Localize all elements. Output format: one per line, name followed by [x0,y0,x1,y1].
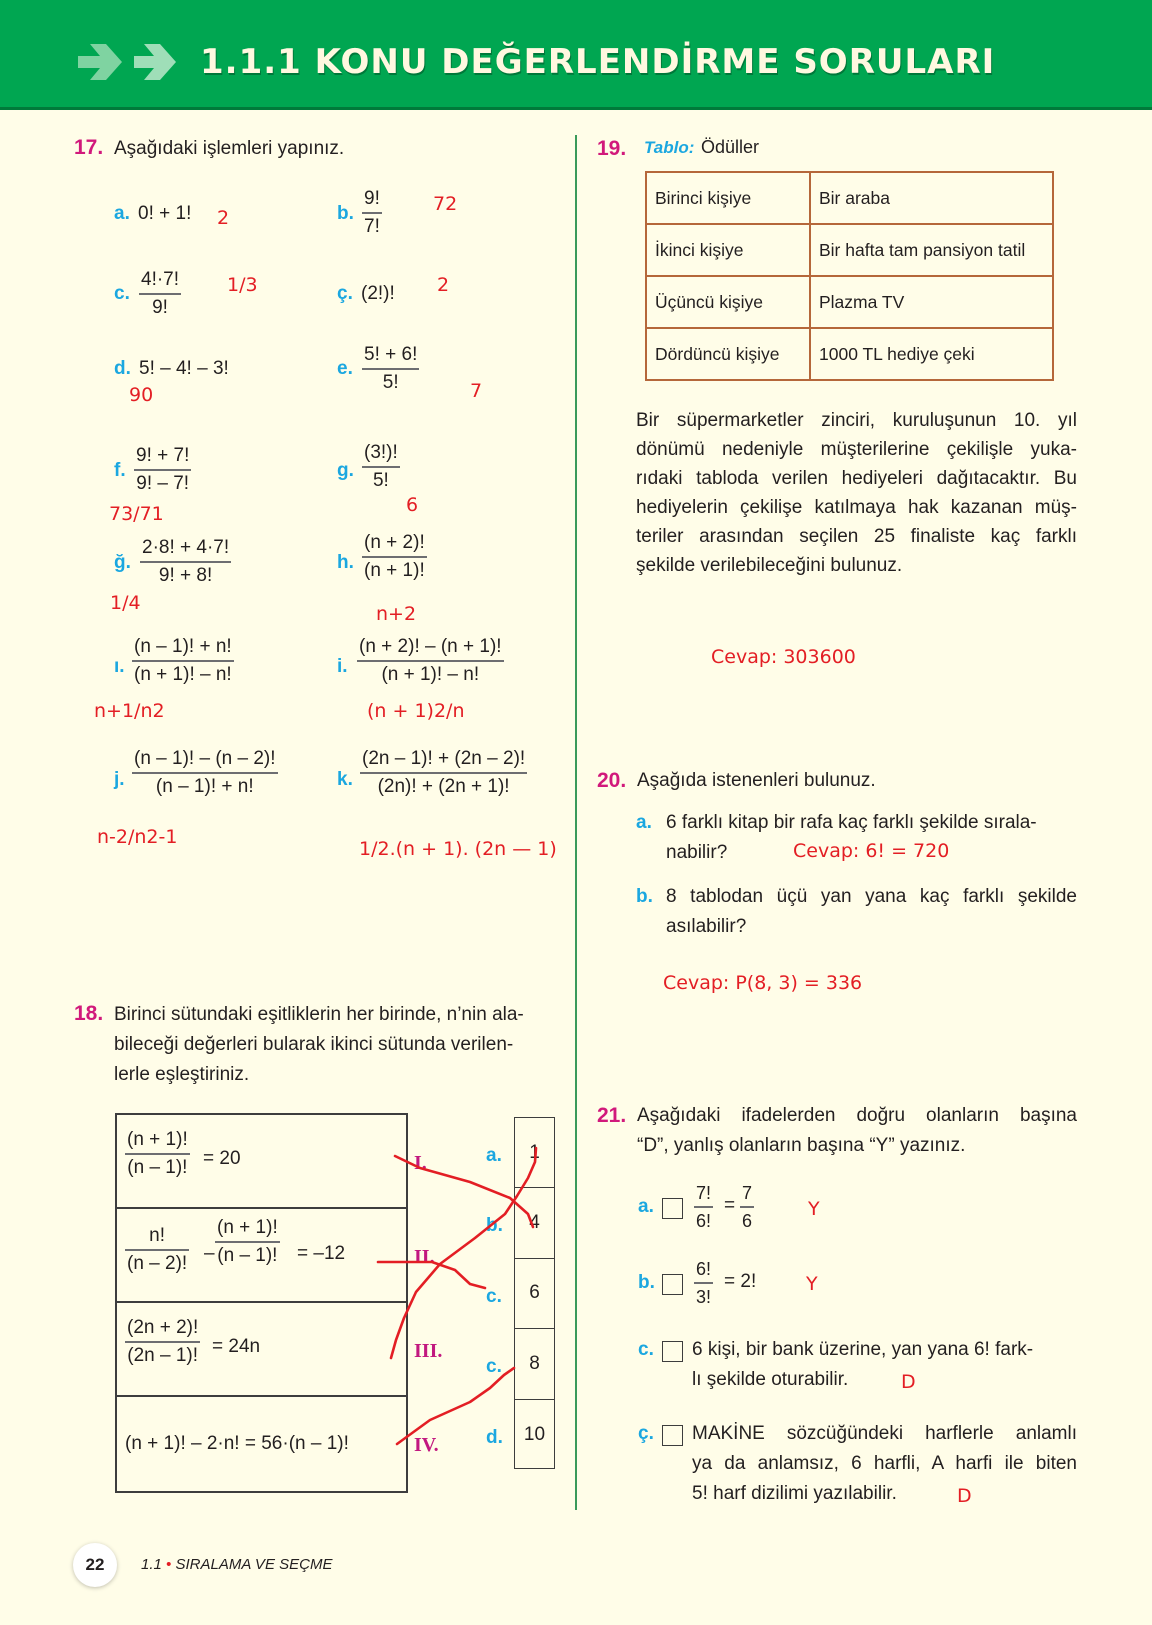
roman-label: III. [414,1340,443,1362]
item-label: a. [636,812,652,833]
item-label: f. [114,460,126,481]
fraction: (3!)! 5! [364,442,398,491]
question-prompt: “D”, yanlış olanların başına “Y” yazınız. [637,1135,966,1156]
q19-paragraph: Bir süpermarketler zinciri, kuruluşunun 10. yıl dönümü nedeniyle müşterilerine çekilişle yuka- rıdaki tabloda verilen hediyeleri dağıtacaktır. Bu hediyelerin çekilişe katılmaya hak kazanan müş- teriler arasından seçilen 25 finaliste kaç farklı şekilde verilebileceğini bulunuz. [636,410,1077,576]
item-label: b. [638,1272,655,1293]
item-text: nabilir? [666,842,728,863]
roman-label: II. [414,1246,435,1268]
math-expression: (2!)! [361,283,395,304]
option-label: c. [486,1286,502,1307]
item-text: ya da anlamsız, 6 harfli, A harfi ile biten [692,1453,1077,1474]
fraction: (n – 1)! + n! (n + 1)! – n! [134,636,232,685]
handwritten-answer: D [957,1485,972,1507]
equation-cell-3: (2n + 2)! (2n – 1)! = 24n [117,1303,406,1397]
question-number: 18. [74,1002,104,1025]
equation-cell-1: (n + 1)! (n – 1)! = 20 [117,1115,406,1209]
handwritten-answer: 1/3 [227,274,258,296]
handwritten-answer: 73/71 [109,503,164,525]
table-row: İkinci kişiye Bir hafta tam pansiyon tatil [646,224,1053,276]
handwritten-answer: 6 [406,494,419,516]
answer-checkbox[interactable] [662,1341,683,1362]
column-divider [575,135,577,1510]
answer-checkbox[interactable] [662,1274,683,1295]
table-row: Dördüncü kişiye 1000 TL hediye çeki [646,328,1053,380]
handwritten-answer: Cevap: P(8, 3) = 336 [663,972,863,994]
fraction: 7 6 [742,1183,753,1231]
item-text: 6 farklı kitap bir rafa kaç farklı şekilde sırala- [666,812,1037,833]
item-label: a. [114,203,130,224]
header-banner [0,0,1152,110]
value-cell: 8 [515,1329,554,1399]
double-arrow-icon [78,44,178,80]
handwritten-answer: 90 [129,384,154,406]
fraction: 9! + 7! 9! – 7! [136,445,190,494]
question-prompt-line: lerle eşleştiriniz. [114,1064,250,1085]
fraction: 4!·7! 9! [141,269,180,318]
question-number: 20. [597,769,627,792]
question-prompt-line: Birinci sütundaki eşitliklerin her birinde, n’nin ala- [114,1004,524,1025]
fraction: 5! + 6! 5! [364,344,418,393]
item-label: c. [114,283,130,304]
question-number: 21. [597,1104,627,1127]
item-label: i. [337,656,348,677]
option-label: a. [486,1145,502,1166]
fraction: 2·8! + 4·7! 9! + 8! [142,537,230,586]
item-text: 6 kişi, bir bank üzerine, yan yana 6! fark- [692,1339,1034,1360]
item-label: e. [337,358,353,379]
equals-sign: = [724,1195,736,1216]
item-text: asılabilir? [666,916,747,937]
math-expression: = 2! [724,1271,757,1292]
values-column [514,1117,555,1469]
fraction: (n – 1)! – (n – 2)! (n – 1)! + n! [134,748,276,797]
question-prompt-line: bileceği değerleri bularak ikinci sütunda verilen- [114,1034,514,1055]
fraction: (2n – 1)! + (2n – 2)! (2n)! + (2n + 1)! [362,748,526,797]
question-number: 19. [597,137,627,160]
page-number-badge: 22 [73,1543,117,1587]
handwritten-answer: n+2 [376,603,417,625]
handwritten-answer: D [901,1371,916,1393]
handwritten-answer: 7 [470,380,483,402]
footer-section: 1.1 • SIRALAMA VE SEÇME [141,1556,333,1573]
table-row: Birinci kişiye Bir araba [646,172,1053,224]
fraction: 9! 7! [364,188,380,237]
item-text: 8 tablodan üçü yan yana kaç farklı şekilde [666,886,1077,907]
question-prompt: Aşağıdaki ifadelerden doğru olanların başına [637,1105,1077,1126]
item-label: g. [337,460,354,481]
roman-label: I. [414,1152,427,1174]
fraction: 7! 6! [696,1183,712,1231]
equations-column [115,1113,408,1493]
handwritten-answer: 1/4 [110,592,141,614]
option-label: d. [486,1427,503,1448]
item-label: b. [337,203,354,224]
item-label: ç. [638,1423,654,1444]
handwritten-answer: Y [806,1273,818,1295]
handwritten-answer: n-2/n2-1 [97,826,178,848]
question-number: 17. [74,136,104,159]
page-title: 1.1.1 KONU DEĞERLENDİRME SORULARI [200,42,996,82]
table-row: Üçüncü kişiye Plazma TV [646,276,1053,328]
bullet-icon: • [166,1556,172,1573]
item-label: k. [337,769,353,790]
item-label: a. [638,1196,654,1217]
fraction: (n + 2)! (n + 1)! [364,532,425,581]
value-cell: 10 [523,1423,546,1445]
item-label: ç. [337,283,353,304]
option-label: c. [486,1356,502,1377]
prize-table [645,171,1054,381]
equation-cell-2: n! (n – 2)! – (n + 1)! (n – 1)! = –12 [117,1209,406,1303]
math-expression: 0! + 1! [138,203,192,224]
value-cell: 4 [515,1188,554,1258]
handwritten-answer: n+1/n2 [94,700,165,722]
handwritten-answer: Y [808,1198,820,1220]
handwritten-answer: (n + 1)2/n [367,700,465,722]
fraction: 6! 3! [696,1259,712,1307]
item-label: h. [337,552,354,573]
item-label: b. [636,886,653,907]
answer-checkbox[interactable] [662,1198,683,1219]
item-label: j. [114,769,125,790]
item-label: c. [638,1339,654,1360]
answer-checkbox[interactable] [662,1425,683,1446]
handwritten-answer: 72 [433,193,458,215]
item-label: d. [114,358,131,379]
handwritten-answer: 2 [437,274,450,296]
math-expression: 5! – 4! – 3! [139,358,229,379]
question-prompt: Aşağıda istenenleri bulunuz. [637,770,876,791]
item-text: 5! harf dizilimi yazılabilir. [692,1483,897,1504]
item-text: MAKİNE sözcüğündeki harflerle anlamlı [692,1423,1077,1444]
value-cell: 1 [515,1118,554,1188]
option-label: b. [486,1215,503,1236]
handwritten-answer: 1/2.(n + 1). (2n — 1) [359,838,557,860]
handwritten-answer: Cevap: 6! = 720 [793,840,950,862]
table-caption-label: Tablo: [644,138,695,157]
value-cell: 6 [515,1259,554,1329]
item-label: ğ. [114,552,131,573]
fraction: (n + 2)! – (n + 1)! (n + 1)! – n! [359,636,502,685]
table-caption: Ödüller [701,137,760,157]
question-prompt: Aşağıdaki işlemleri yapınız. [114,138,345,159]
handwritten-answer: Cevap: 303600 [711,646,856,668]
item-label: ı. [114,656,125,677]
item-text: lı şekilde oturabilir. [692,1369,849,1390]
handwritten-answer: 2 [217,207,230,229]
roman-label: IV. [414,1434,439,1456]
equation-cell-4: (n + 1)! – 2·n! = 56·(n – 1)! [125,1433,349,1454]
